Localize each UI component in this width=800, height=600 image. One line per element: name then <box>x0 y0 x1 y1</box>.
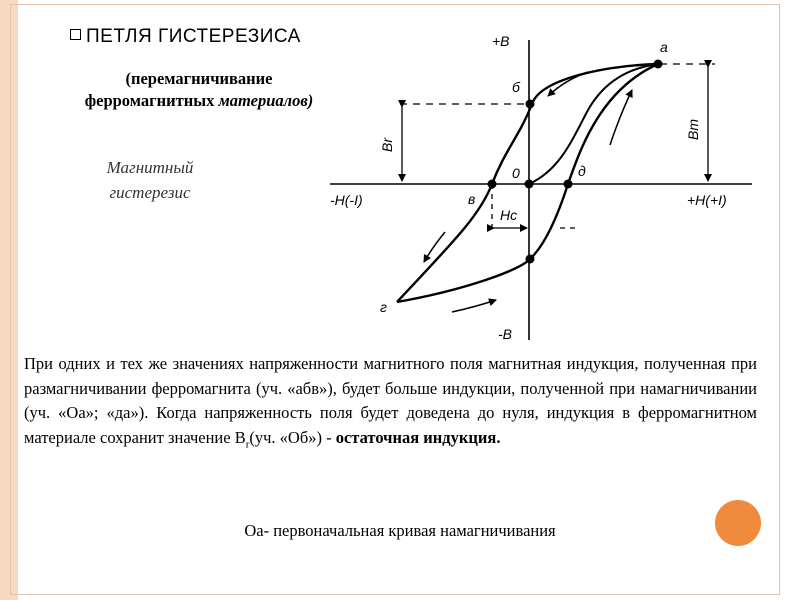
caption: Оа- первоначальная кривая намагничивания <box>244 521 556 540</box>
explanation-main: При одних и тех же значениях напряженности магнитного поля магнитная индукция, полученная при размагничивании ферромагнита (уч. «абв»), будет больше индукции, полученной при намагничивании (уч. «Оа»; «да»). Когда напряженность поля будет доведена до нуля, индукция в ферромагнитном материале сохранит значение B <box>24 354 757 447</box>
side-label <box>70 155 230 205</box>
direction-arrow-left <box>424 232 445 262</box>
label-hc: Hc <box>500 207 518 223</box>
slide-title <box>70 26 301 48</box>
label-point-d: д <box>578 163 586 179</box>
explanation-paragraph <box>24 352 757 456</box>
label-plus-h: +H(+I) <box>687 192 727 208</box>
label-minus-h: -H(-I) <box>330 192 363 208</box>
side-label-line-2: гистерезис <box>109 183 191 202</box>
point-origin <box>525 180 534 189</box>
checkbox-bullet-icon <box>70 29 81 40</box>
point-v <box>488 180 497 189</box>
point-b <box>526 100 535 109</box>
subtitle-plain: ферромагнитных <box>84 91 219 110</box>
label-plus-b: +B <box>492 33 510 49</box>
point-a <box>654 60 663 69</box>
hysteresis-loop-diagram <box>325 22 765 352</box>
direction-arrow-bottom <box>452 300 496 312</box>
explanation-after: (уч. «Об») - <box>249 427 336 447</box>
subtitle-line-2 <box>24 90 374 112</box>
label-point-a: a <box>660 39 668 55</box>
point-neg-br <box>526 255 535 264</box>
label-bm: Bm <box>685 119 701 140</box>
label-point-v: в <box>468 191 476 207</box>
subtitle-italic: материалов) <box>218 91 314 110</box>
label-minus-b: -B <box>498 326 512 342</box>
label-br: Br <box>379 138 395 152</box>
label-point-b: б <box>512 79 520 95</box>
explanation-subscript: r <box>245 437 250 450</box>
subtitle-line-1: (перемагничивание <box>125 69 273 88</box>
slide-subtitle <box>24 68 374 112</box>
side-label-line-1: Магнитный <box>106 158 194 177</box>
decorative-orange-circle <box>715 500 761 546</box>
slide-title-text: ПЕТЛЯ ГИСТЕРЕЗИСА <box>86 26 301 47</box>
point-d <box>564 180 573 189</box>
label-point-g: г <box>380 299 387 315</box>
label-point-o: 0 <box>512 165 520 181</box>
explanation-bold: остаточная индукция. <box>335 427 501 447</box>
